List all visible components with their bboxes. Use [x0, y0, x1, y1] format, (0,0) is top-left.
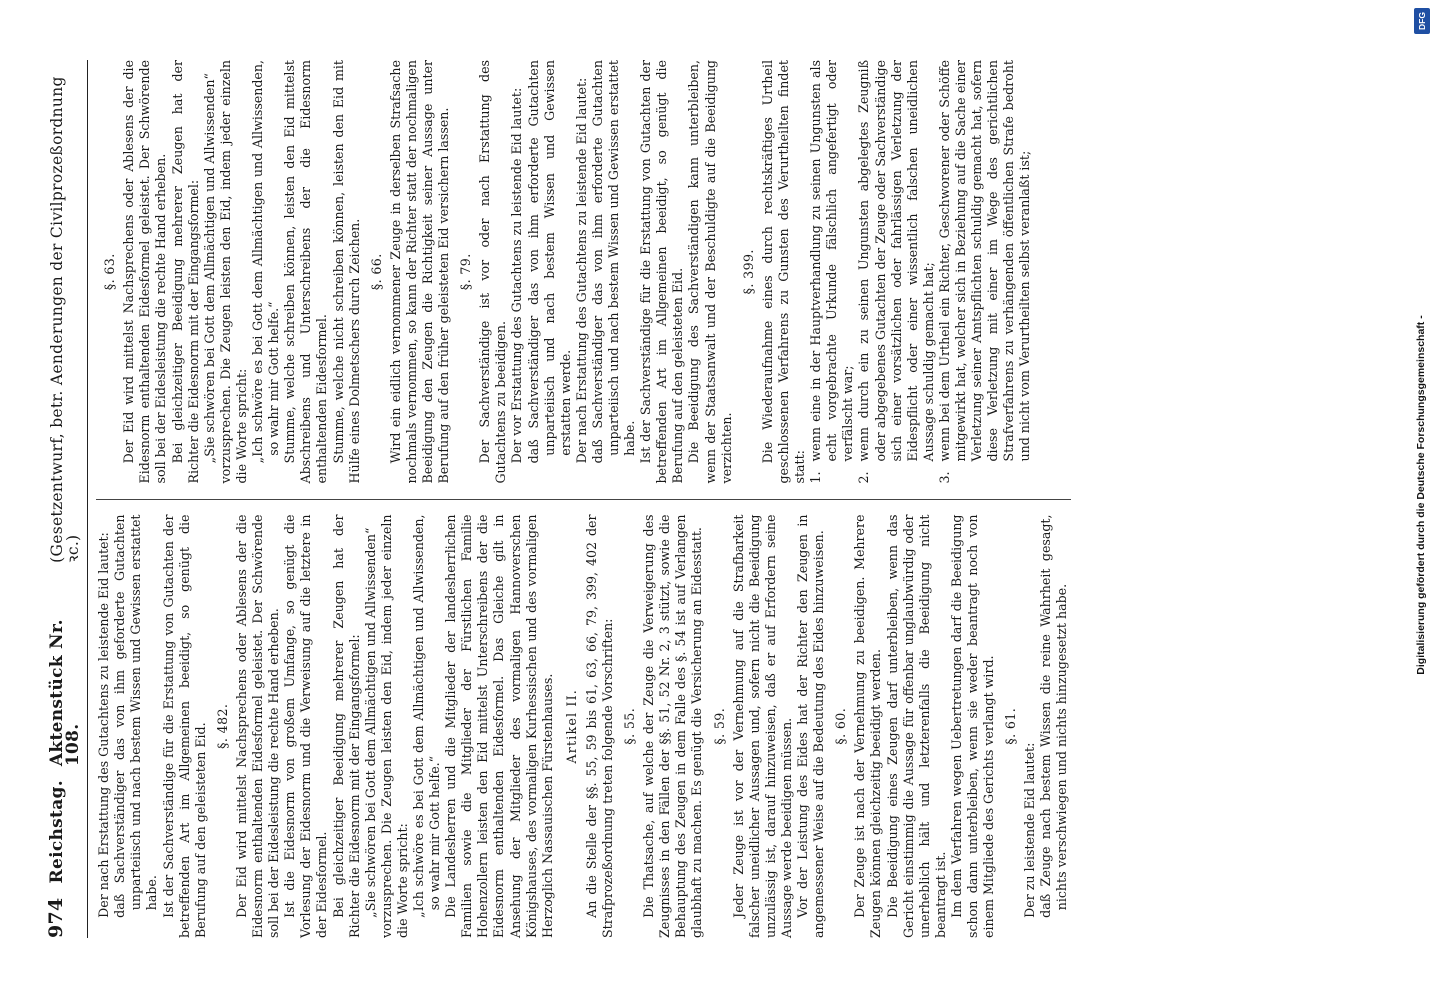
- oath-formula: daß Sachverständiger das von ihm erforderte Gutachten unparteiisch und nach bestem Wissen und Gewissen erstatten werde.: [525, 60, 573, 464]
- paragraph: Der Eid wird mittelst Nachsprechens oder Ablesens der die Eidesnorm enthaltenden Eidesformel geleistet. Der Schwörende soll bei der Eidesleistung die rechte Hand erheben.: [121, 60, 169, 484]
- dfg-logo: [1414, 8, 1430, 34]
- section-heading: §. 55.: [622, 707, 638, 745]
- paragraph: Der vor Erstattung des Gutachtens zu leistende Eid lautet:: [509, 87, 525, 464]
- section-heading: §. 79.: [458, 253, 474, 291]
- oath-quote: „Ich schwöre es bei Gott dem Allmächtigen und Allwissenden, so wahr mir Gott helfe.“: [250, 60, 282, 464]
- oath-formula: daß Sachverständiger das von ihm erforderte Gutachten unparteiisch und nach bestem Wissen und Gewissen erstattet habe.: [589, 60, 638, 464]
- paragraph: Der nach Erstattung des Gutachtens zu leistende Eid lautet:: [573, 77, 589, 464]
- oath-formula: daß Sachverständiger das von ihm geforderte Gutachten unparteiisch und nach bestem Wissen und Gewissen erstattet habe.: [112, 514, 160, 918]
- paragraph: Im dem Verfahren wegen Uebertretungen darf die Beeidigung schon dann unterbleiben, wenn sie weder beantragt noch von einem Mitgliede des Gerichts verlangt wird.: [948, 514, 997, 938]
- paragraph: Ist die Eidesnorm von großem Umfange, so genügt die Vorlesung der Eidesnorm und die Verweisung auf die letztere in der Eidesformel.: [282, 514, 330, 938]
- list-item-number: 1.: [808, 471, 824, 484]
- list-item: [937, 60, 1034, 484]
- paragraph: Die Beeidigung eines Zeugen darf unterbleiben, wenn das Gericht einstimmig die Aussage für offenbar unglaubwürdig oder unerheblich hält und letzterenfalls die Beeidigung nicht beantragt ist.: [884, 514, 948, 938]
- paragraph: vorzusprechen. Die Zeugen leisten den Eid, indem jeder einzeln die Worte spricht:: [217, 60, 249, 484]
- paragraph: An die Stelle der §§. 55, 59 bis 61, 63, 66, 79, 399, 402 der Strafprozeßordnung treten folgende Vorschriften:: [583, 514, 615, 938]
- running-head-left: Reichstag.: [47, 780, 67, 884]
- section-heading: §. 61.: [1003, 707, 1019, 745]
- page-number: 974: [45, 897, 67, 938]
- section-heading: §. 63.: [102, 253, 118, 291]
- column-right: [96, 60, 1070, 501]
- list-item-number: 2.: [856, 471, 872, 484]
- paragraph: Vor der Leistung des Eides hat der Richter den Zeugen in angemessener Weise auf die Bedeutung des Eides hinzuweisen.: [795, 514, 827, 938]
- section-heading: §. 59.: [711, 707, 727, 745]
- paragraph: Jeder Zeuge ist vor der Vernehmung auf die Strafbarkeit falscher uneidlicher Aussagen und, sofern nicht die Beeidigung unzulässig ist, darauf hinzuweisen, daß er auf Erfordern seine Aussage werde beeidigen müssen.: [730, 514, 794, 938]
- list-item-number: 3.: [936, 471, 952, 484]
- paragraph: Ist der Sachverständige für die Erstattung von Gutachten der betreffenden Art im Allgemeinen beeidigt, so genügt die Berufung auf den geleisteten Eid.: [638, 60, 686, 484]
- section-heading: §. 399.: [740, 249, 756, 295]
- article-heading: Artikel II.: [563, 689, 579, 764]
- paragraph: Der Zeuge ist nach der Vernehmung zu beeidigen. Mehrere Zeugen können gleichzeitig beeidigt werden.: [852, 514, 884, 938]
- paragraph: Der zu leistende Eid lautet:: [1022, 742, 1038, 918]
- paragraph: Bei gleichzeitiger Beeidigung mehrerer Zeugen hat der Richter die Eidesnorm mit der Eingangsformel:: [169, 60, 201, 484]
- document-number: Aktenstück Nr. 108.: [47, 619, 84, 767]
- list-item-text: wenn bei dem Urtheil ein Richter, Geschworener oder Schöffe mitgewirkt hat, welcher sich in Beziehung auf die Sache einer Verletzung seiner Amtspflichten schuldig gemacht hat, sofern diese Verletzung mit einer im Wege des gerichtlichen Strafverfahrens zu verhängenden öffentlichen Strafe bedroht und nicht vom Verurtheilten selbst veranlaßt ist;: [936, 60, 1033, 462]
- list-item: [808, 60, 856, 484]
- oath-formula: daß Zeuge nach bestem Wissen die reine Wahrheit gesagt, nichts verschwiegen und nichts hinzugesetzt habe.: [1038, 514, 1070, 918]
- paragraph: vorzusprechen. Die Zeugen leisten den Eid, indem jeder einzeln die Worte spricht:: [378, 514, 410, 938]
- paragraph: Stumme, welche schreiben können, leisten den Eid mittelst Abschreibens und Unterschreibens der die Eidesnorm enthaltenden Eidesformel.: [282, 60, 330, 484]
- paragraph: Die Beeidigung des Sachverständigen kann unterbleiben, wenn der Staatsanwalt und der Beschuldigte auf die Beeidigung verzichten.: [686, 60, 734, 484]
- paragraph: Ist der Sachverständige für die Erstattung von Gutachten der betreffenden Art im Allgemeinen beeidigt, so genügt die Berufung auf den geleisteten Eid.: [160, 514, 208, 938]
- list-item-text: wenn eine in der Hauptverhandlung zu seinen Ungunsten als echt vorgebrachte Urkunde fälschlich angefertigt oder verfälscht war;: [808, 60, 856, 462]
- section-heading: §. 66.: [368, 253, 384, 291]
- paragraph: Bei gleichzeitiger Beeidigung mehrerer Zeugen hat der Richter die Eidesnorm mit der Eingangsformel:: [330, 514, 362, 938]
- digitization-credit: [1412, 10, 1430, 980]
- oath-quote: „Sie schwören bei Gott dem Allmächtigen und Allwissenden“: [362, 527, 378, 918]
- paragraph: Der nach Erstattung des Gutachtens zu leistende Eid lautet:: [96, 532, 112, 918]
- oath-quote: „Ich schwöre es bei Gott dem Allmächtigen und Allwissenden, so wahr mir Gott helfe.“: [410, 514, 443, 918]
- numbered-list: [808, 60, 1033, 484]
- section-heading: §. 482.: [214, 703, 230, 749]
- column-left: [96, 515, 1070, 939]
- header-rule: [87, 60, 88, 938]
- paragraph: Stumme, welche nicht schreiben können, leisten den Eid mit Hülfe eines Dolmetschers durch Zeichen.: [330, 60, 362, 484]
- paragraph: Die Wiederaufnahme eines durch rechtskräftiges Urtheil geschlossenen Verfahrens zu Gunsten des Verurtheilten findet statt:: [759, 60, 808, 484]
- paragraph: Der Sachverständige ist vor oder nach Erstattung des Gutachtens zu beeidigen.: [477, 60, 509, 484]
- list-item-text: wenn durch ein zu seinen Ungunsten abgelegtes Zeugniß oder abgegebenes Gutachten der Zeuge oder Sachverständige sich einer vorsätzlichen oder fahrlässigen Verletzung der Eidespflicht oder einer wissentlich falschen uneidlichen Aussage schuldig gemacht hat;: [856, 60, 936, 462]
- oath-quote: „Sie schwören bei Gott dem Allmächtigen und Allwissenden“: [201, 73, 217, 464]
- paragraph: Die Thatsache, auf welche der Zeuge die Verweigerung des Zeugnisses in den Fällen der §§. 51, 52 Nr. 2, 3 stützt, sowie die Behauptung des Zeugen in dem Falle des §. 54 ist auf Verlangen glaubhaft zu machen. Es genügt die Versicherung an Eidesstatt.: [641, 514, 705, 938]
- section-heading: §. 60.: [833, 707, 849, 745]
- dfg-logo-text: DFG: [1417, 12, 1427, 30]
- running-head: [45, 60, 87, 938]
- document-title: (Gesetzentwurf, betr. Aenderungen der Civilprozeßordnung ꝛc.): [48, 76, 83, 563]
- paragraph: Wird ein eidlich vernommener Zeuge in derselben Strafsache nochmals vernommen, so kann der Richter statt der nochmaligen Beeidigung den Zeugen die Richtigkeit seiner Aussage unter Berufung auf den früher geleisteten Eid versichern lassen.: [387, 60, 452, 484]
- paragraph: Der Eid wird mittelst Nachsprechens oder Ablesens der die Eidesnorm enthaltenden Eidesformel geleistet. Der Schwörende soll bei der Eidesleistung die rechte Hand erheben.: [233, 514, 282, 938]
- text-columns: [96, 60, 1070, 938]
- credit-text: Digitalisierung gefördert durch die Deutsche Forschungsgemeinschaft -: [1415, 315, 1427, 675]
- paragraph: Die Landesherren und die Mitglieder der landesherrlichen Familien sowie die Mitglieder der Fürstlichen Familie Hohenzollern leisten den Eid mittelst Unterschreibens der die Eidesnorm enthaltenden Eidesformel. Das Gleiche gilt in Ansehung der Mitglieder des vormaligen Hannoverschen Königshauses, des vormaligen Kurhessischen und des vormaligen Herzoglich Nassauischen Fürstenhauses.: [443, 514, 555, 938]
- list-item: [856, 60, 936, 484]
